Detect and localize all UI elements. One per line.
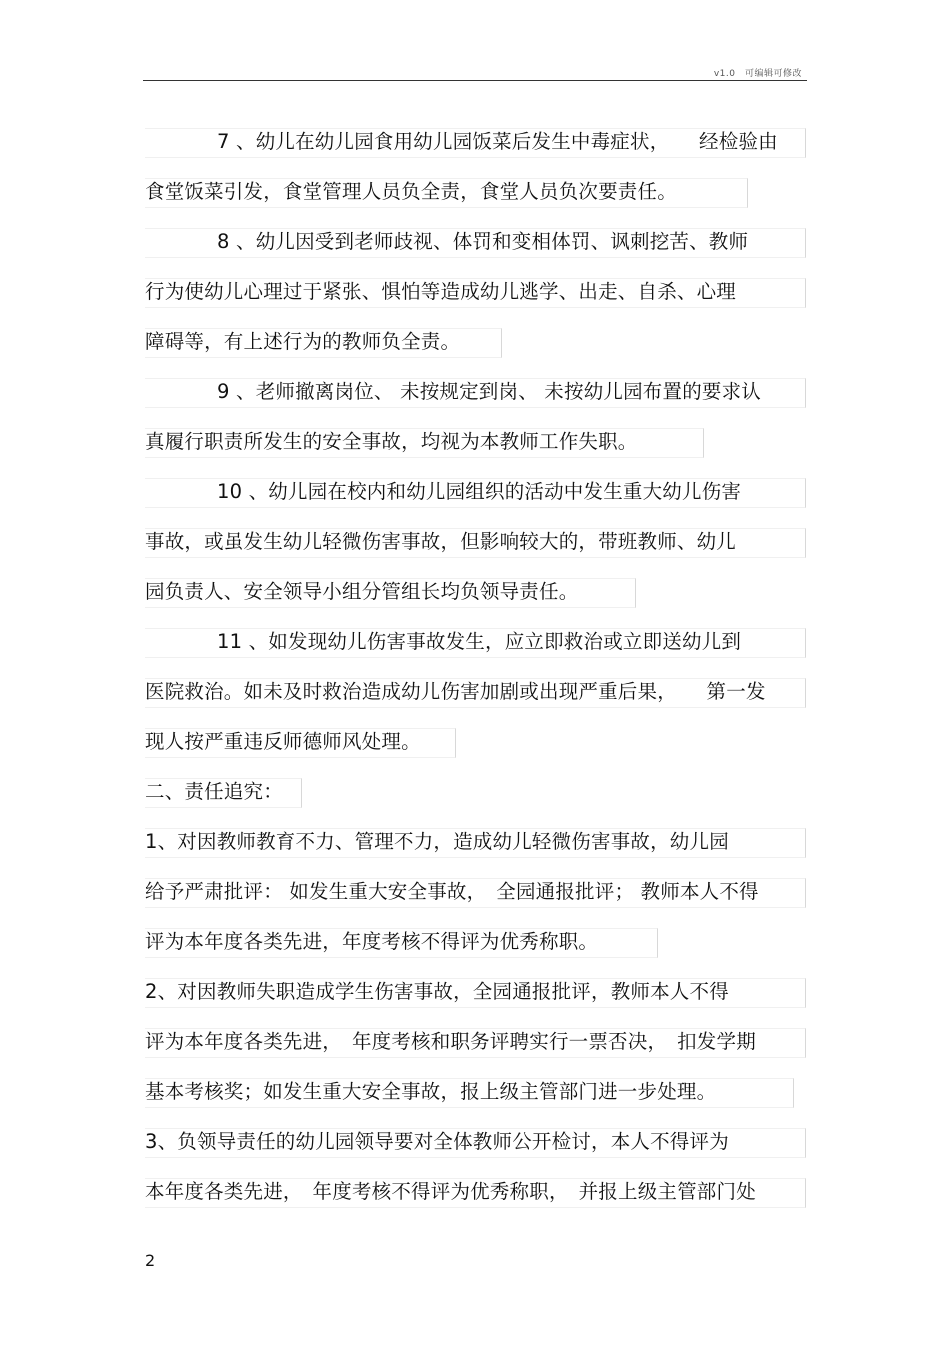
- text-line: 3、负领导责任的幼儿园领导要对全体教师公开检讨，本人不得评为: [145, 1130, 729, 1153]
- text-line: 事故，或虽发生幼儿轻微伤害事故，但影响较大的，带班教师、幼儿: [145, 530, 737, 553]
- text-line: 现人按严重违反师德师风处理。: [145, 730, 421, 753]
- page-number: 2: [145, 1251, 156, 1270]
- text-line: 障碍等，有上述行为的教师负全责。: [145, 330, 461, 353]
- text-line: 给予严肃批评： 如发生重大安全事故， 全园通报批评； 教师本人不得: [145, 880, 759, 903]
- text-line: 1、对因教师教育不力、管理不力，造成幼儿轻微伤害事故，幼儿园: [145, 830, 729, 853]
- text-line: 医院救治。如未及时救治造成幼儿伤害加剧或出现严重后果， 第一发: [145, 680, 766, 703]
- text-line: 11 、如发现幼儿伤害事故发生，应立即救治或立即送幼儿到: [217, 630, 742, 653]
- text-line: 10 、幼儿园在校内和幼儿园组织的活动中发生重大幼儿伤害: [217, 480, 742, 503]
- header-note: v1.0 可编辑可修改: [713, 69, 802, 79]
- text-line: 8 、幼儿因受到老师歧视、体罚和变相体罚、讽刺挖苦、教师: [217, 230, 749, 253]
- text-line: 2、对因教师失职造成学生伤害事故，全园通报批评，教师本人不得: [145, 980, 729, 1003]
- text-line: 行为使幼儿心理过于紧张、惧怕等造成幼儿逃学、出走、自杀、心理: [145, 280, 737, 303]
- text-line: 评为本年度各类先进， 年度考核和职务评聘实行一票否决， 扣发学期: [145, 1030, 756, 1053]
- text-line: 食堂饭菜引发，食堂管理人员负全责，食堂人员负次要责任。: [145, 180, 677, 203]
- text-line: 9 、老师撤离岗位、 未按规定到岗、 未按幼儿园布置的要求认: [217, 380, 762, 403]
- section-heading: 二、责任追究：: [145, 780, 283, 803]
- text-line: 基本考核奖；如发生重大安全事故，报上级主管部门进一步处理。: [145, 1080, 717, 1103]
- text-line: 真履行职责所发生的安全事故，均视为本教师工作失职。: [145, 430, 638, 453]
- text-line: 评为本年度各类先进，年度考核不得评为优秀称职。: [145, 930, 599, 953]
- text-line: 园负责人、安全领导小组分管组长均负领导责任。: [145, 580, 579, 603]
- text-line: 7 、幼儿在幼儿园食用幼儿园饭菜后发生中毒症状， 经检验由: [217, 130, 778, 153]
- text-line: 本年度各类先进， 年度考核不得评为优秀称职， 并报上级主管部门处: [145, 1180, 756, 1203]
- header-rule: [143, 80, 807, 81]
